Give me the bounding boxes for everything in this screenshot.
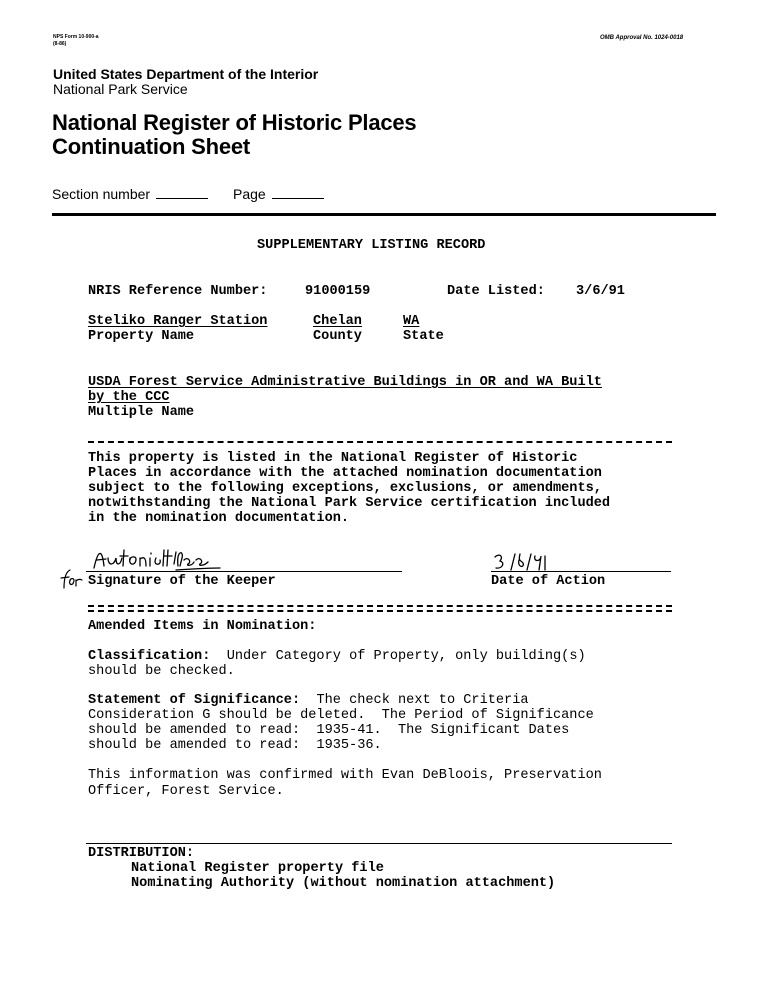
section-number-blank [156,197,208,199]
date-of-action-label: Date of Action [491,574,606,589]
multiple-name-line1: USDA Forest Service Administrative Buildings in OR and WA Built [88,375,602,390]
date-listed-label: Date Listed: [447,284,545,299]
amendments-heading: Amended Items in Nomination: [88,619,317,634]
confirmation-line-1: This information was confirmed with Evan DeBloois, Preservation [88,768,602,783]
statement-line-3: subject to the following exceptions, exclusions, or amendments, [88,481,602,496]
statement-line-2: Places in accordance with the attached nomination documentation [88,466,602,481]
classification-label: Classification: [88,649,211,664]
date-listed-value: 3/6/91 [576,284,625,299]
distribution-heading: DISTRIBUTION: [88,846,195,861]
nris-value: 91000159 [305,284,371,299]
form-number: NPS Form 10-900-a [53,34,99,40]
county-value: Chelan [313,314,362,329]
multiple-name-line2: by the CCC [88,390,170,405]
state-value: WA [403,314,420,329]
statement-line-4: notwithstanding the National Park Service certification included [88,496,611,511]
page-title: National Register of Historic Places [52,110,417,135]
keeper-signature-handwriting [92,546,222,572]
statement-line-1: This property is listed in the National Register of Historic [88,451,578,466]
significance-line-1 [88,693,529,708]
signature-line [86,571,402,572]
classification-line-1 [88,649,586,664]
for-handwriting [60,568,86,590]
multiple-name-label: Multiple Name [88,405,195,420]
statement-line-5: in the nomination documentation. [88,511,350,526]
omb-approval: OMB Approval No. 1024-0018 [600,35,684,41]
statement-divider [88,441,672,443]
distribution-item-2: Nominating Authority (without nomination attachment) [131,876,556,891]
keeper-signature-label: Signature of the Keeper [88,574,276,589]
page-label: Page [233,186,266,202]
action-date-handwriting [493,552,557,572]
confirmation-line-2: Officer, Forest Service. [88,784,284,799]
distribution-item-1: National Register property file [131,861,384,876]
county-label: County [313,329,362,344]
significance-line-3: should be amended to read: 1935-41. The Significant Dates [88,723,570,738]
nris-label: NRIS Reference Number: [88,284,268,299]
property-name-label: Property Name [88,329,195,344]
page-blank [272,197,324,199]
distribution-divider [86,843,672,844]
significance-line-4: should be amended to read: 1935-36. [88,738,382,753]
department-name: United States Department of the Interior [53,66,319,82]
record-heading: SUPPLEMENTARY LISTING RECORD [257,238,486,253]
amendments-divider-top [88,605,672,607]
amendments-divider-bottom [88,610,672,612]
state-label: State [403,329,444,344]
classification-text: Under Category of Property, only building(s) [226,649,586,664]
classification-line-2: should be checked. [88,664,235,679]
header-divider [52,213,716,216]
significance-label: Statement of Significance: [88,693,301,708]
section-number-field [52,186,208,202]
significance-text: The check next to Criteria [316,693,529,708]
service-name: National Park Service [53,81,188,97]
significance-line-2: Consideration G should be deleted. The Period of Significance [88,708,594,723]
date-of-action-line [491,571,671,572]
property-name-value: Steliko Ranger Station [88,314,268,329]
page-subtitle: Continuation Sheet [52,134,251,159]
form-date: (8-86) [53,41,67,47]
section-number-label: Section number [52,186,151,202]
page-field [233,186,324,202]
